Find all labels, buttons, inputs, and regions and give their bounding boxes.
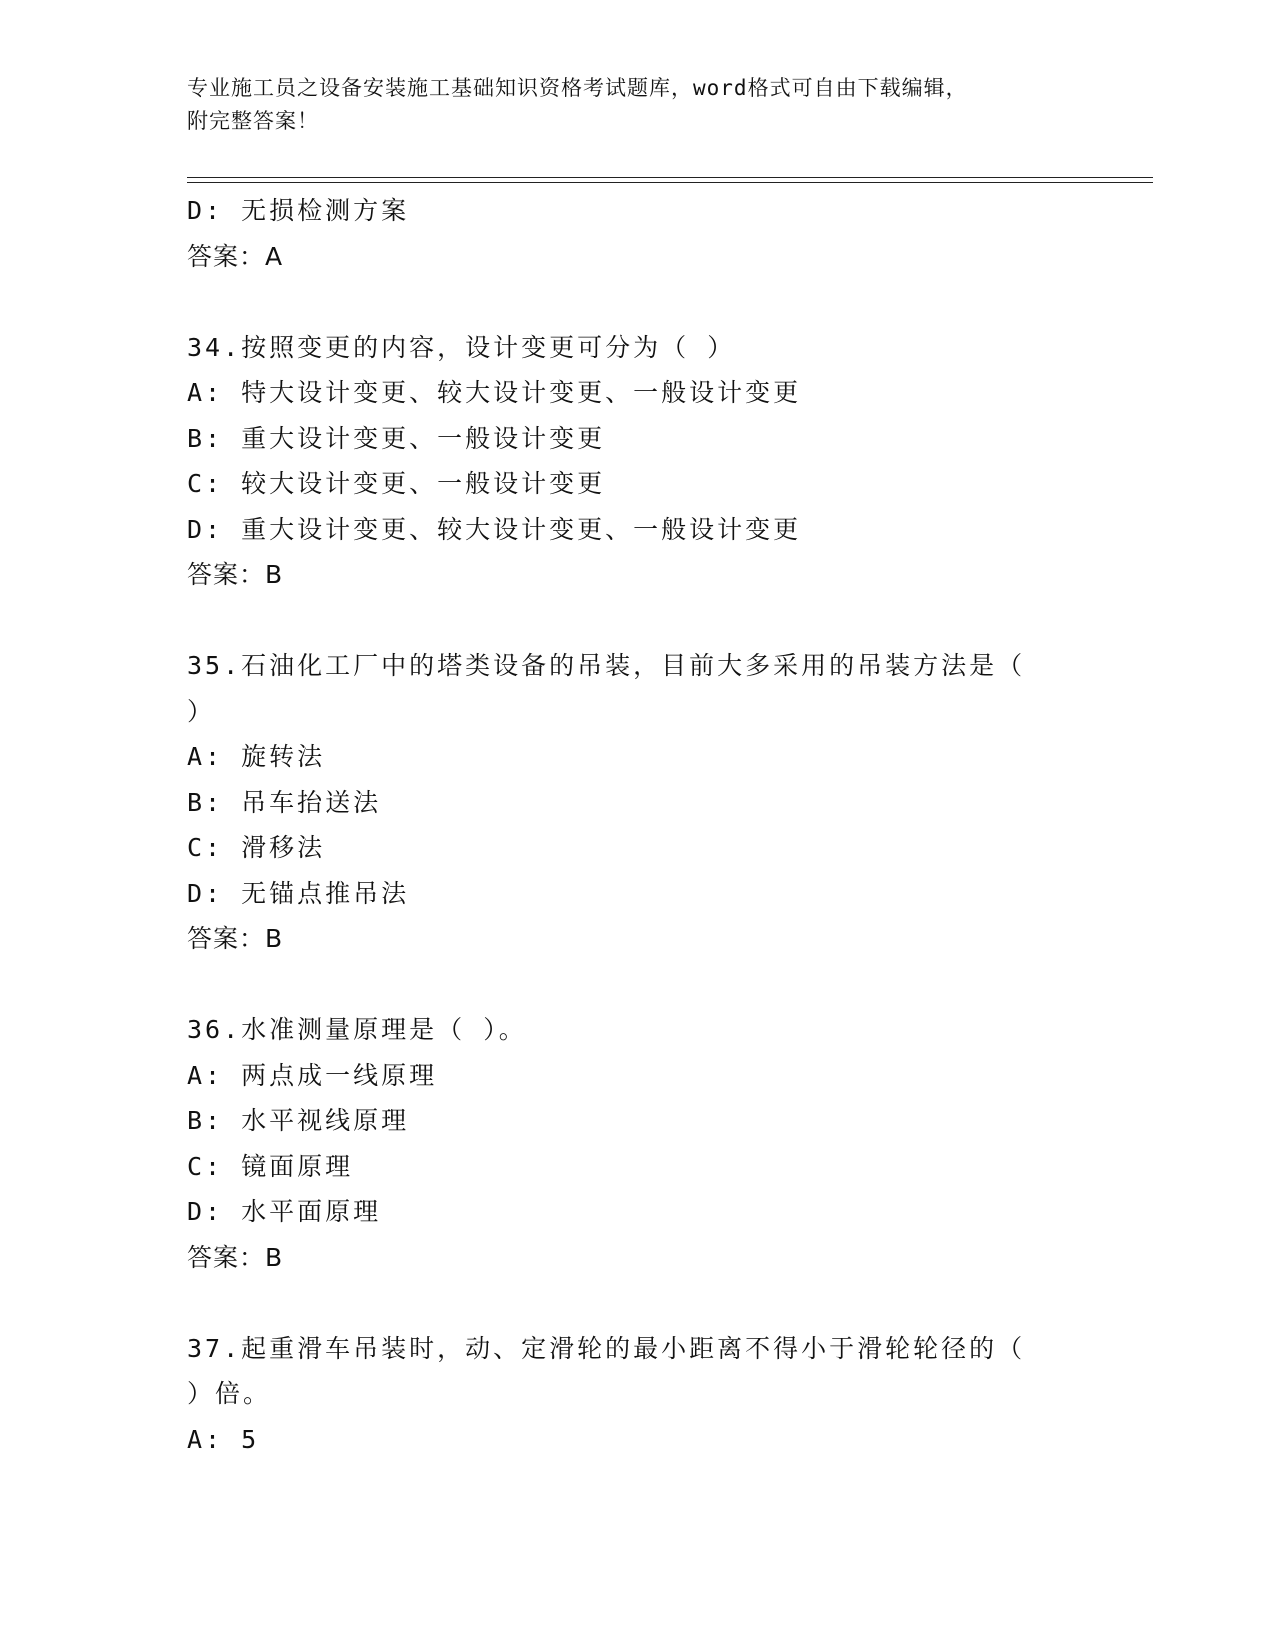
spacer [187,598,1087,644]
question-stem-continued: ） [187,696,216,726]
option-a: A: 两点成一线原理 [187,1060,438,1090]
answer-line: 答案：B [187,924,284,953]
question-34 [187,325,1087,598]
document-header [187,72,1067,138]
answer-line: 答案：B [187,560,284,589]
header-divider-top [187,177,1153,178]
header-title-line-1: 专业施工员之设备安装施工基础知识资格考试题库，word格式可自由下载编辑， [187,76,968,100]
option-b: B: 水平视线原理 [187,1106,410,1135]
spacer [187,279,1087,325]
option-c: C: 镜面原理 [187,1151,354,1181]
header-title-line-2: 附完整答案！ [187,109,319,133]
question-stem-continued: ）倍。 [187,1379,272,1408]
answer-line: 答案：A [187,241,284,271]
option-d: D: 无锚点推吊法 [187,878,410,908]
option-c: C: 较大设计变更、一般设计变更 [187,469,606,498]
question-36 [187,1007,1087,1280]
option-b: B: 吊车抬送法 [187,787,382,817]
question-35 [187,643,1087,962]
question-stem: 37.起重滑车吊装时，动、定滑轮的最小距离不得小于滑轮轮径的（ [187,1333,1026,1363]
option-a: A: 特大设计变更、较大设计变更、一般设计变更 [187,378,802,407]
question-stem: 36.水准测量原理是（ ）。 [187,1015,527,1044]
answer-line: 答案：B [187,1242,284,1272]
option-d: D: 重大设计变更、较大设计变更、一般设计变更 [187,514,802,544]
question-stem: 34.按照变更的内容，设计变更可分为（ ） [187,332,736,362]
option-a: A: 5 [187,1424,260,1454]
option-b: B: 重大设计变更、一般设计变更 [187,423,606,453]
spacer [187,1280,1087,1326]
option-a: A: 旋转法 [187,742,326,771]
question-37 [187,1326,1087,1463]
question-list [187,188,1087,1462]
option-d: D: 水平面原理 [187,1197,382,1226]
header-divider-bottom [187,182,1153,183]
option-d: D: 无损检测方案 [187,196,410,225]
question-33-tail [187,188,1087,279]
option-c: C: 滑移法 [187,833,326,862]
spacer [187,962,1087,1008]
question-stem: 35.石油化工厂中的塔类设备的吊装，目前大多采用的吊装方法是（ [187,651,1026,680]
